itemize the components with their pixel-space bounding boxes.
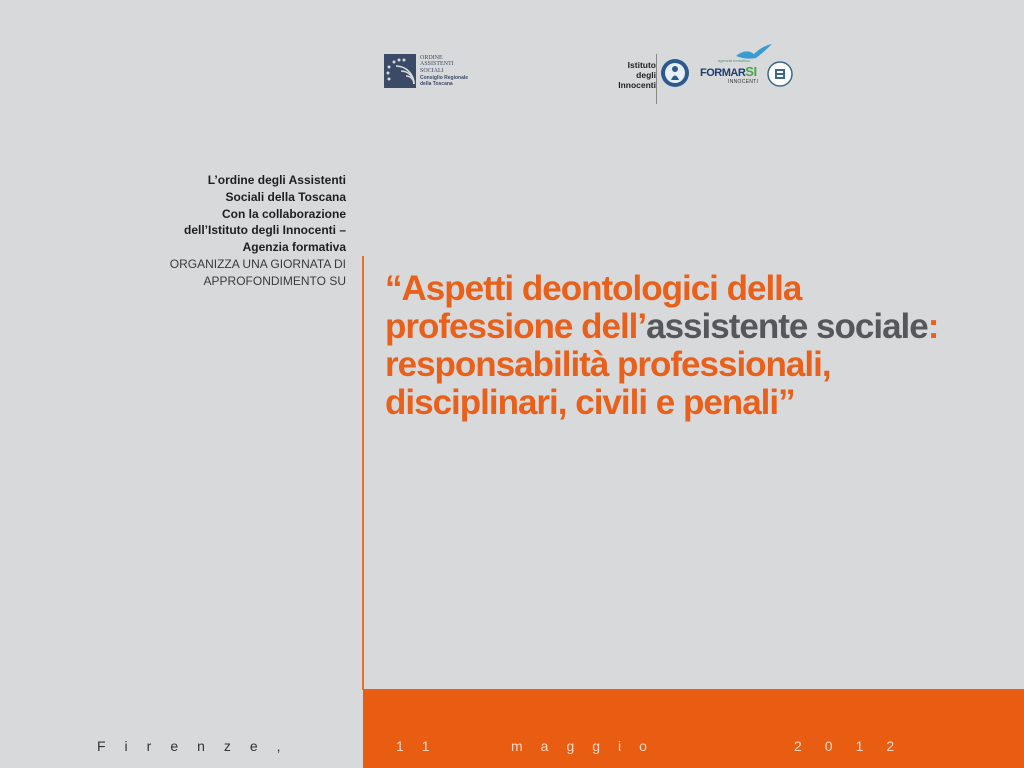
formarsi-main-text: FORMAR <box>700 67 746 79</box>
logo-divider <box>656 54 657 104</box>
ordine-assistenti-sociali-logo <box>384 54 484 90</box>
formarsi-name <box>700 64 757 79</box>
vertical-divider <box>362 256 364 690</box>
footer-city: Firenze, <box>97 738 300 754</box>
ordine-emblem-icon <box>384 54 416 88</box>
footer-orange-band <box>363 689 1024 768</box>
formarsi-si-text: SI <box>745 64 757 79</box>
istituto-emblem-icon <box>660 58 690 93</box>
title-highlight: assistente sociale <box>646 307 928 346</box>
formarsi-bottom-text: INNOCENTI <box>728 79 759 85</box>
footer-month: maggio <box>511 738 665 754</box>
organizer-bold-text: L’ordine degli Assistenti Sociali della Toscana Con la collaborazione dell’Istituto degli Innocenti – Agenzia formativa <box>183 173 346 255</box>
istituto-name: Istituto degli Innocenti <box>618 60 656 90</box>
organizer-light-text: ORGANIZZA UNA GIORNATA DI APPROFONDIMENTO SU <box>169 256 346 288</box>
formarsi-tagline: agenzia formativa <box>718 58 750 63</box>
istituto-innocenti-logo <box>612 58 656 104</box>
footer-year: 2012 <box>794 738 918 754</box>
formarsi-logo <box>698 42 764 90</box>
title-part1: “Aspetti deontologici della professione dell’ <box>385 269 802 346</box>
page-title <box>385 270 945 422</box>
ordine-name: ORDINE ASSISTENTI SOCIALI <box>420 55 454 74</box>
organizer-text <box>150 172 346 290</box>
title-part3: : responsabilità professionali, disciplinari, civili e penali” <box>385 307 939 422</box>
footer-day: 11 <box>396 738 449 754</box>
iso-certification-icon <box>766 60 794 93</box>
ordine-subtitle: Consiglio Regionale della Toscana <box>420 75 469 87</box>
